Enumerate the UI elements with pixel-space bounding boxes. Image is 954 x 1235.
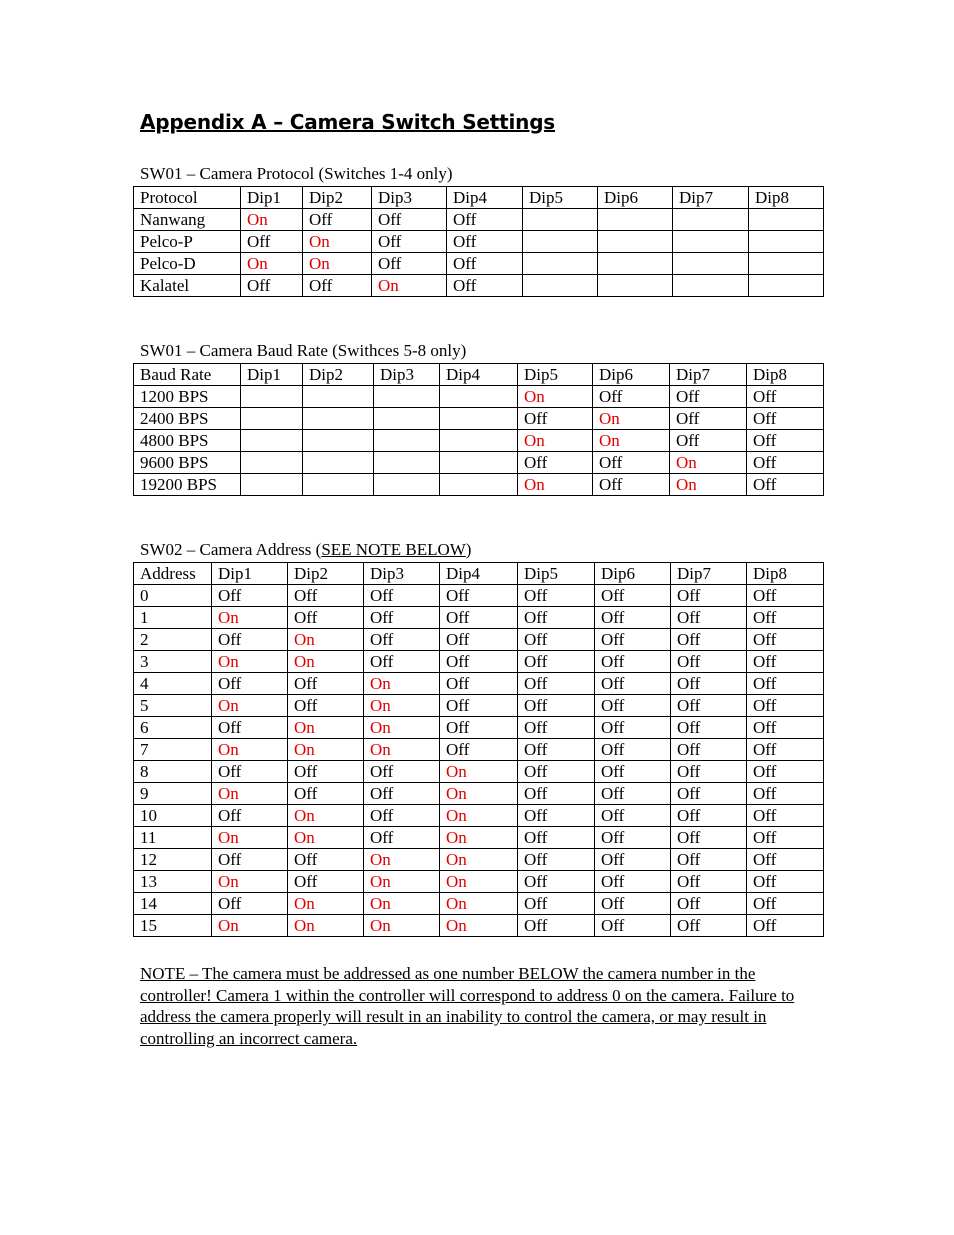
- column-header: Dip8: [747, 563, 824, 585]
- dip-cell: [303, 452, 374, 474]
- dip-cell: On: [440, 827, 518, 849]
- column-header: Protocol: [134, 187, 241, 209]
- column-header: Dip3: [372, 187, 447, 209]
- table-row: [134, 474, 824, 496]
- dip-cell: Off: [518, 805, 595, 827]
- dip-cell: Off: [288, 585, 364, 607]
- dip-cell: Off: [593, 452, 670, 474]
- dip-cell: Off: [747, 386, 824, 408]
- dip-cell: Off: [595, 849, 671, 871]
- dip-cell: Off: [212, 761, 288, 783]
- dip-cell: [523, 253, 598, 275]
- column-header: Dip4: [440, 364, 518, 386]
- dip-cell: Off: [595, 673, 671, 695]
- column-header: Dip2: [303, 364, 374, 386]
- dip-cell: Off: [595, 761, 671, 783]
- dip-cell: On: [288, 717, 364, 739]
- dip-cell: Off: [518, 871, 595, 893]
- dip-cell: On: [364, 849, 440, 871]
- address-caption-prefix: SW02 – Camera Address (: [140, 540, 322, 559]
- dip-cell: Off: [671, 871, 747, 893]
- dip-cell: Off: [440, 651, 518, 673]
- dip-cell: Off: [671, 849, 747, 871]
- table-row: [134, 386, 824, 408]
- dip-cell: Off: [595, 651, 671, 673]
- dip-cell: On: [288, 915, 364, 937]
- table-row: [134, 827, 824, 849]
- dip-cell: Off: [595, 607, 671, 629]
- dip-cell: Off: [288, 673, 364, 695]
- row-label: 7: [134, 739, 212, 761]
- dip-cell: Off: [747, 585, 824, 607]
- dip-cell: [303, 430, 374, 452]
- column-header: Dip3: [364, 563, 440, 585]
- dip-cell: Off: [518, 585, 595, 607]
- table-row: [134, 430, 824, 452]
- baud-rate-table: [133, 363, 824, 496]
- dip-cell: [440, 386, 518, 408]
- dip-cell: Off: [303, 209, 372, 231]
- column-header: Dip6: [593, 364, 670, 386]
- dip-cell: On: [364, 871, 440, 893]
- dip-cell: Off: [372, 209, 447, 231]
- row-label: 1: [134, 607, 212, 629]
- dip-cell: On: [440, 761, 518, 783]
- dip-cell: Off: [518, 915, 595, 937]
- column-header: Dip7: [673, 187, 749, 209]
- column-header: Dip4: [447, 187, 523, 209]
- dip-cell: Off: [593, 386, 670, 408]
- dip-cell: On: [440, 893, 518, 915]
- dip-cell: [749, 275, 824, 297]
- dip-cell: Off: [288, 695, 364, 717]
- dip-cell: [598, 231, 673, 253]
- row-label: 9: [134, 783, 212, 805]
- row-label: Kalatel: [134, 275, 241, 297]
- dip-cell: Off: [447, 253, 523, 275]
- dip-cell: Off: [212, 717, 288, 739]
- dip-cell: [241, 408, 303, 430]
- table-row: [134, 893, 824, 915]
- dip-cell: Off: [372, 231, 447, 253]
- dip-cell: Off: [595, 695, 671, 717]
- dip-cell: Off: [518, 783, 595, 805]
- dip-cell: Off: [747, 717, 824, 739]
- dip-cell: [673, 275, 749, 297]
- dip-cell: Off: [747, 783, 824, 805]
- column-header: Dip7: [670, 364, 747, 386]
- dip-cell: Off: [747, 430, 824, 452]
- table-row: [134, 695, 824, 717]
- dip-cell: Off: [518, 739, 595, 761]
- dip-cell: On: [364, 893, 440, 915]
- dip-cell: On: [288, 739, 364, 761]
- dip-cell: Off: [671, 739, 747, 761]
- dip-cell: Off: [671, 783, 747, 805]
- row-label: 12: [134, 849, 212, 871]
- row-label: 19200 BPS: [134, 474, 241, 496]
- row-label: 13: [134, 871, 212, 893]
- dip-cell: Off: [670, 430, 747, 452]
- header-row: [134, 364, 824, 386]
- dip-cell: On: [518, 430, 593, 452]
- dip-cell: Off: [671, 585, 747, 607]
- dip-cell: On: [440, 805, 518, 827]
- dip-cell: On: [212, 651, 288, 673]
- dip-cell: Off: [364, 607, 440, 629]
- dip-cell: On: [364, 915, 440, 937]
- dip-cell: Off: [747, 651, 824, 673]
- dip-cell: [374, 408, 440, 430]
- dip-cell: On: [440, 783, 518, 805]
- dip-cell: Off: [671, 761, 747, 783]
- dip-cell: On: [364, 739, 440, 761]
- dip-cell: [440, 408, 518, 430]
- row-label: 0: [134, 585, 212, 607]
- dip-cell: Off: [747, 761, 824, 783]
- dip-cell: Off: [241, 275, 303, 297]
- dip-cell: Off: [440, 673, 518, 695]
- dip-cell: [374, 386, 440, 408]
- dip-cell: [523, 231, 598, 253]
- dip-cell: Off: [364, 761, 440, 783]
- dip-cell: Off: [747, 739, 824, 761]
- dip-cell: Off: [364, 629, 440, 651]
- row-label: 9600 BPS: [134, 452, 241, 474]
- dip-cell: Off: [671, 607, 747, 629]
- address-caption-suffix: ): [465, 540, 472, 559]
- address-caption: [140, 540, 471, 560]
- dip-cell: Off: [212, 629, 288, 651]
- dip-cell: Off: [303, 275, 372, 297]
- dip-cell: Off: [671, 717, 747, 739]
- dip-cell: On: [440, 915, 518, 937]
- dip-cell: On: [670, 452, 747, 474]
- table-row: [134, 673, 824, 695]
- dip-cell: Off: [288, 761, 364, 783]
- dip-cell: Off: [440, 585, 518, 607]
- row-label: 1200 BPS: [134, 386, 241, 408]
- table-row: [134, 275, 824, 297]
- dip-cell: Off: [518, 849, 595, 871]
- dip-cell: Off: [212, 585, 288, 607]
- column-header: Dip3: [374, 364, 440, 386]
- dip-cell: On: [212, 607, 288, 629]
- dip-cell: [673, 231, 749, 253]
- dip-cell: Off: [595, 915, 671, 937]
- dip-cell: Off: [440, 629, 518, 651]
- dip-cell: Off: [747, 629, 824, 651]
- dip-cell: Off: [447, 275, 523, 297]
- table-row: [134, 231, 824, 253]
- column-header: Dip2: [288, 563, 364, 585]
- dip-cell: On: [212, 739, 288, 761]
- row-label: 11: [134, 827, 212, 849]
- dip-cell: Off: [288, 783, 364, 805]
- row-label: 3: [134, 651, 212, 673]
- page-title: Appendix A – Camera Switch Settings: [140, 110, 556, 134]
- row-label: 15: [134, 915, 212, 937]
- dip-cell: Off: [595, 827, 671, 849]
- dip-cell: Off: [670, 386, 747, 408]
- dip-cell: Off: [447, 231, 523, 253]
- table-row: [134, 629, 824, 651]
- dip-cell: On: [518, 474, 593, 496]
- dip-cell: Off: [518, 761, 595, 783]
- dip-cell: On: [241, 209, 303, 231]
- dip-cell: [598, 275, 673, 297]
- dip-cell: Off: [372, 253, 447, 275]
- dip-cell: Off: [747, 695, 824, 717]
- dip-cell: Off: [595, 629, 671, 651]
- dip-cell: Off: [671, 827, 747, 849]
- dip-cell: [749, 231, 824, 253]
- dip-cell: Off: [212, 805, 288, 827]
- dip-cell: Off: [288, 849, 364, 871]
- protocol-table: [133, 186, 824, 297]
- header-row: [134, 563, 824, 585]
- dip-cell: Off: [595, 783, 671, 805]
- dip-cell: Off: [595, 717, 671, 739]
- row-label: 4800 BPS: [134, 430, 241, 452]
- dip-cell: Off: [747, 827, 824, 849]
- table-row: [134, 739, 824, 761]
- column-header: Baud Rate: [134, 364, 241, 386]
- dip-cell: Off: [595, 871, 671, 893]
- dip-cell: [749, 253, 824, 275]
- table-row: [134, 717, 824, 739]
- dip-cell: Off: [747, 849, 824, 871]
- dip-cell: Off: [671, 651, 747, 673]
- column-header: Dip6: [595, 563, 671, 585]
- dip-cell: On: [288, 651, 364, 673]
- table-row: [134, 783, 824, 805]
- dip-cell: Off: [518, 607, 595, 629]
- dip-cell: On: [372, 275, 447, 297]
- dip-cell: Off: [364, 651, 440, 673]
- dip-cell: Off: [288, 607, 364, 629]
- table-row: [134, 915, 824, 937]
- dip-cell: Off: [747, 452, 824, 474]
- dip-cell: On: [593, 430, 670, 452]
- dip-cell: Off: [518, 717, 595, 739]
- dip-cell: [523, 275, 598, 297]
- column-header: Dip4: [440, 563, 518, 585]
- dip-cell: [673, 209, 749, 231]
- dip-cell: On: [212, 695, 288, 717]
- dip-cell: [440, 430, 518, 452]
- dip-cell: Off: [747, 607, 824, 629]
- see-note-link: SEE NOTE BELOW: [321, 540, 466, 559]
- dip-cell: Off: [440, 695, 518, 717]
- dip-cell: Off: [364, 783, 440, 805]
- dip-cell: [241, 474, 303, 496]
- table-row: [134, 805, 824, 827]
- dip-cell: [374, 430, 440, 452]
- dip-cell: [374, 474, 440, 496]
- dip-cell: Off: [670, 408, 747, 430]
- column-header: Dip5: [518, 364, 593, 386]
- dip-cell: Off: [518, 408, 593, 430]
- dip-cell: Off: [364, 585, 440, 607]
- dip-cell: On: [288, 805, 364, 827]
- dip-cell: On: [212, 827, 288, 849]
- row-label: Pelco-P: [134, 231, 241, 253]
- column-header: Dip8: [749, 187, 824, 209]
- dip-cell: Off: [518, 695, 595, 717]
- dip-cell: Off: [212, 673, 288, 695]
- column-header: Address: [134, 563, 212, 585]
- row-label: 5: [134, 695, 212, 717]
- dip-cell: Off: [241, 231, 303, 253]
- dip-cell: Off: [518, 827, 595, 849]
- dip-cell: [598, 209, 673, 231]
- dip-cell: Off: [212, 893, 288, 915]
- dip-cell: On: [288, 827, 364, 849]
- dip-cell: Off: [518, 651, 595, 673]
- dip-cell: On: [518, 386, 593, 408]
- table-row: [134, 452, 824, 474]
- dip-cell: On: [212, 915, 288, 937]
- dip-cell: Off: [595, 585, 671, 607]
- dip-cell: On: [212, 783, 288, 805]
- header-row: [134, 187, 824, 209]
- dip-cell: On: [593, 408, 670, 430]
- dip-cell: [673, 253, 749, 275]
- table-row: [134, 253, 824, 275]
- row-label: 14: [134, 893, 212, 915]
- table-row: [134, 761, 824, 783]
- dip-cell: Off: [518, 629, 595, 651]
- baud-caption: SW01 – Camera Baud Rate (Swithces 5-8 only): [140, 341, 467, 360]
- dip-cell: Off: [364, 827, 440, 849]
- dip-cell: Off: [595, 805, 671, 827]
- dip-cell: Off: [671, 893, 747, 915]
- dip-cell: [598, 253, 673, 275]
- table-row: [134, 607, 824, 629]
- dip-cell: Off: [671, 629, 747, 651]
- dip-cell: Off: [440, 717, 518, 739]
- dip-cell: Off: [671, 915, 747, 937]
- column-header: Dip8: [747, 364, 824, 386]
- dip-cell: Off: [595, 739, 671, 761]
- dip-cell: Off: [747, 408, 824, 430]
- dip-cell: [374, 452, 440, 474]
- row-label: 2400 BPS: [134, 408, 241, 430]
- dip-cell: Off: [212, 849, 288, 871]
- row-label: Pelco-D: [134, 253, 241, 275]
- dip-cell: Off: [671, 805, 747, 827]
- table-row: [134, 651, 824, 673]
- dip-cell: Off: [440, 607, 518, 629]
- dip-cell: On: [303, 231, 372, 253]
- dip-cell: On: [364, 695, 440, 717]
- dip-cell: On: [288, 629, 364, 651]
- table-row: [134, 209, 824, 231]
- row-label: 2: [134, 629, 212, 651]
- dip-cell: Off: [518, 893, 595, 915]
- protocol-caption: SW01 – Camera Protocol (Switches 1-4 only): [140, 164, 453, 183]
- dip-cell: On: [670, 474, 747, 496]
- table-row: [134, 871, 824, 893]
- address-table: [133, 562, 824, 937]
- dip-cell: Off: [288, 871, 364, 893]
- column-header: Dip5: [523, 187, 598, 209]
- dip-cell: [749, 209, 824, 231]
- dip-cell: Off: [747, 805, 824, 827]
- address-note: NOTE – The camera must be addressed as one number BELOW the camera number in the controller! Camera 1 within the controller will correspond to address 0 on the camera. Failure to address the camera properly will result in an inability to control the camera, or may result in controlling an incorrect camera.: [140, 964, 795, 1048]
- dip-cell: [241, 452, 303, 474]
- dip-cell: Off: [447, 209, 523, 231]
- column-header: Dip1: [241, 187, 303, 209]
- dip-cell: On: [440, 871, 518, 893]
- table-row: [134, 408, 824, 430]
- dip-cell: Off: [364, 805, 440, 827]
- row-label: 4: [134, 673, 212, 695]
- dip-cell: Off: [671, 673, 747, 695]
- column-header: Dip7: [671, 563, 747, 585]
- dip-cell: [303, 386, 374, 408]
- row-label: 6: [134, 717, 212, 739]
- dip-cell: Off: [747, 673, 824, 695]
- dip-cell: [303, 474, 374, 496]
- dip-cell: [440, 474, 518, 496]
- dip-cell: On: [212, 871, 288, 893]
- dip-cell: On: [288, 893, 364, 915]
- dip-cell: [241, 430, 303, 452]
- dip-cell: Off: [518, 673, 595, 695]
- dip-cell: [523, 209, 598, 231]
- table-row: [134, 849, 824, 871]
- row-label: 10: [134, 805, 212, 827]
- dip-cell: On: [303, 253, 372, 275]
- row-label: 8: [134, 761, 212, 783]
- row-label: Nanwang: [134, 209, 241, 231]
- column-header: Dip5: [518, 563, 595, 585]
- dip-cell: Off: [747, 893, 824, 915]
- dip-cell: [303, 408, 374, 430]
- dip-cell: [241, 386, 303, 408]
- dip-cell: On: [440, 849, 518, 871]
- dip-cell: Off: [593, 474, 670, 496]
- column-header: Dip1: [212, 563, 288, 585]
- dip-cell: Off: [671, 695, 747, 717]
- dip-cell: Off: [747, 871, 824, 893]
- dip-cell: Off: [440, 739, 518, 761]
- dip-cell: On: [364, 673, 440, 695]
- dip-cell: On: [241, 253, 303, 275]
- column-header: Dip6: [598, 187, 673, 209]
- table-row: [134, 585, 824, 607]
- dip-cell: Off: [747, 915, 824, 937]
- column-header: Dip2: [303, 187, 372, 209]
- dip-cell: Off: [518, 452, 593, 474]
- dip-cell: [440, 452, 518, 474]
- dip-cell: Off: [747, 474, 824, 496]
- dip-cell: Off: [595, 893, 671, 915]
- column-header: Dip1: [241, 364, 303, 386]
- dip-cell: On: [364, 717, 440, 739]
